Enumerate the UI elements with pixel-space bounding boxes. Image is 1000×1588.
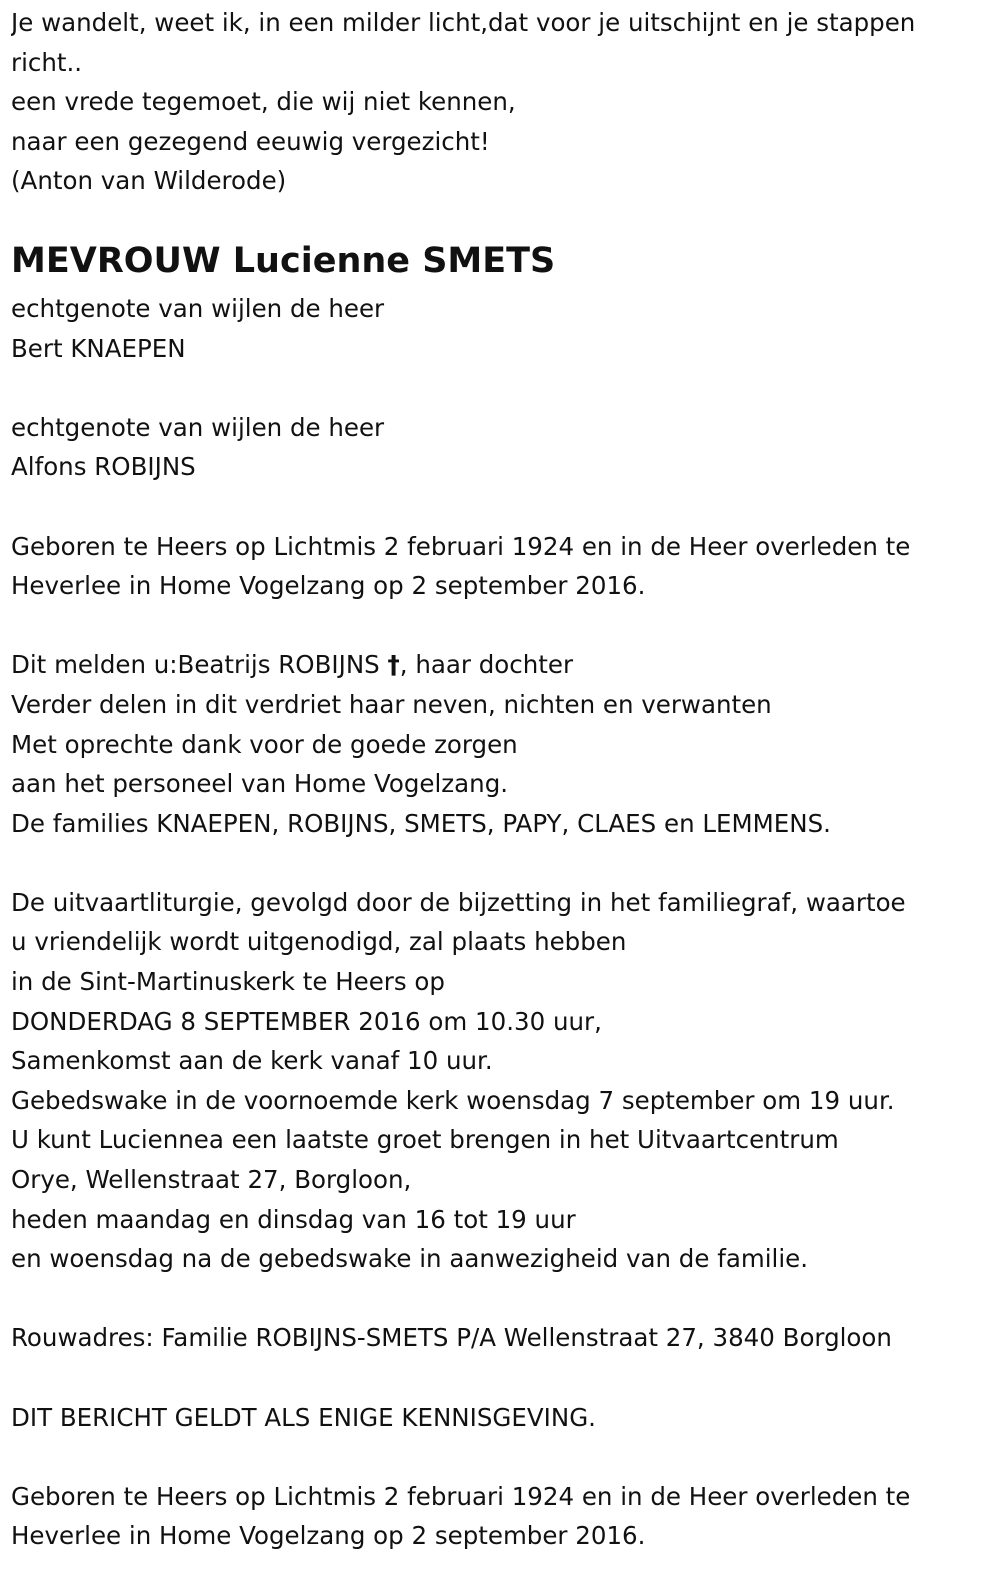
funeral-line: Samenkomst aan de kerk vanaf 10 uur. xyxy=(11,1046,493,1076)
spouse-name: Alfons ROBIJNS xyxy=(11,452,196,482)
funeral-line: DONDERDAG 8 SEPTEMBER 2016 om 10.30 uur, xyxy=(11,1006,602,1036)
birth-death-line: Geboren te Heers op Lichtmis 2 februari 1924 en in de Heer overleden te xyxy=(11,531,911,561)
funeral-details xyxy=(11,883,989,1279)
birth-death-info-repeat xyxy=(11,1477,989,1556)
announcement-line: Verder delen in dit verdriet haar neven, nichten en verwanten xyxy=(11,689,772,719)
spouse-relation: echtgenote van wijlen de heer xyxy=(11,293,385,323)
announcement-line: De families KNAEPEN, ROBIJNS, SMETS, PAPY, CLAES en LEMMENS. xyxy=(11,808,831,838)
spouse-relation: echtgenote van wijlen de heer xyxy=(11,412,385,442)
birth-death-line: Heverlee in Home Vogelzang op 2 september 2016. xyxy=(11,571,646,601)
birth-death-info xyxy=(11,527,989,606)
spacer xyxy=(11,843,989,883)
poem-author: (Anton van Wilderode) xyxy=(11,166,287,196)
announcement-line xyxy=(11,645,989,685)
cross-icon: † xyxy=(387,650,400,680)
funeral-line: heden maandag en dinsdag van 16 tot 19 uur xyxy=(11,1204,576,1234)
spacer xyxy=(11,487,989,527)
poem-line: richt.. xyxy=(11,47,83,77)
spouse-block xyxy=(11,289,989,368)
spacer xyxy=(11,1358,989,1398)
mourning-address: Rouwadres: Familie ROBIJNS-SMETS P/A Wellenstraat 27, 3840 Borgloon xyxy=(11,1323,892,1353)
poem-line: naar een gezegend eeuwig vergezicht! xyxy=(11,126,490,156)
funeral-line: De uitvaartliturgie, gevolgd door de bijzetting in het familiegraf, waartoe xyxy=(11,887,906,917)
announcement-suffix: , haar dochter xyxy=(399,650,574,680)
funeral-line: in de Sint-Martinuskerk te Heers op xyxy=(11,967,445,997)
funeral-line: Orye, Wellenstraat 27, Borgloon, xyxy=(11,1165,412,1195)
announcement xyxy=(11,645,989,843)
funeral-line: Gebedswake in de voornoemde kerk woensdag 7 september om 19 uur. xyxy=(11,1085,895,1115)
announcement-line: aan het personeel van Home Vogelzang. xyxy=(11,769,509,799)
announcement-line: Met oprechte dank voor de goede zorgen xyxy=(11,729,518,759)
spacer xyxy=(11,606,989,646)
notice-text: DIT BERICHT GELDT ALS ENIGE KENNISGEVING. xyxy=(11,1402,596,1432)
spouse-name: Bert KNAEPEN xyxy=(11,333,186,363)
spouse-block xyxy=(11,408,989,487)
funeral-line: U kunt Luciennea een laatste groet brengen in het Uitvaartcentrum xyxy=(11,1125,839,1155)
birth-death-line: Geboren te Heers op Lichtmis 2 februari 1924 en in de Heer overleden te xyxy=(11,1481,911,1511)
poem xyxy=(11,3,989,201)
funeral-line: en woensdag na de gebedswake in aanwezigheid van de familie. xyxy=(11,1244,809,1274)
birth-death-line: Heverlee in Home Vogelzang op 2 september 2016. xyxy=(11,1521,646,1551)
spacer xyxy=(11,1437,989,1477)
deceased-name: MEVROUW Lucienne SMETS xyxy=(11,240,556,281)
spacer xyxy=(11,368,989,408)
announcement-prefix: Dit melden u:Beatrijs ROBIJNS xyxy=(11,650,388,680)
funeral-line: u vriendelijk wordt uitgenodigd, zal plaats hebben xyxy=(11,927,627,957)
poem-line: een vrede tegemoet, die wij niet kennen, xyxy=(11,87,516,117)
poem-line: Je wandelt, weet ik, in een milder licht,dat voor je uitschijnt en je stappen xyxy=(11,8,916,37)
spacer xyxy=(11,1279,989,1319)
